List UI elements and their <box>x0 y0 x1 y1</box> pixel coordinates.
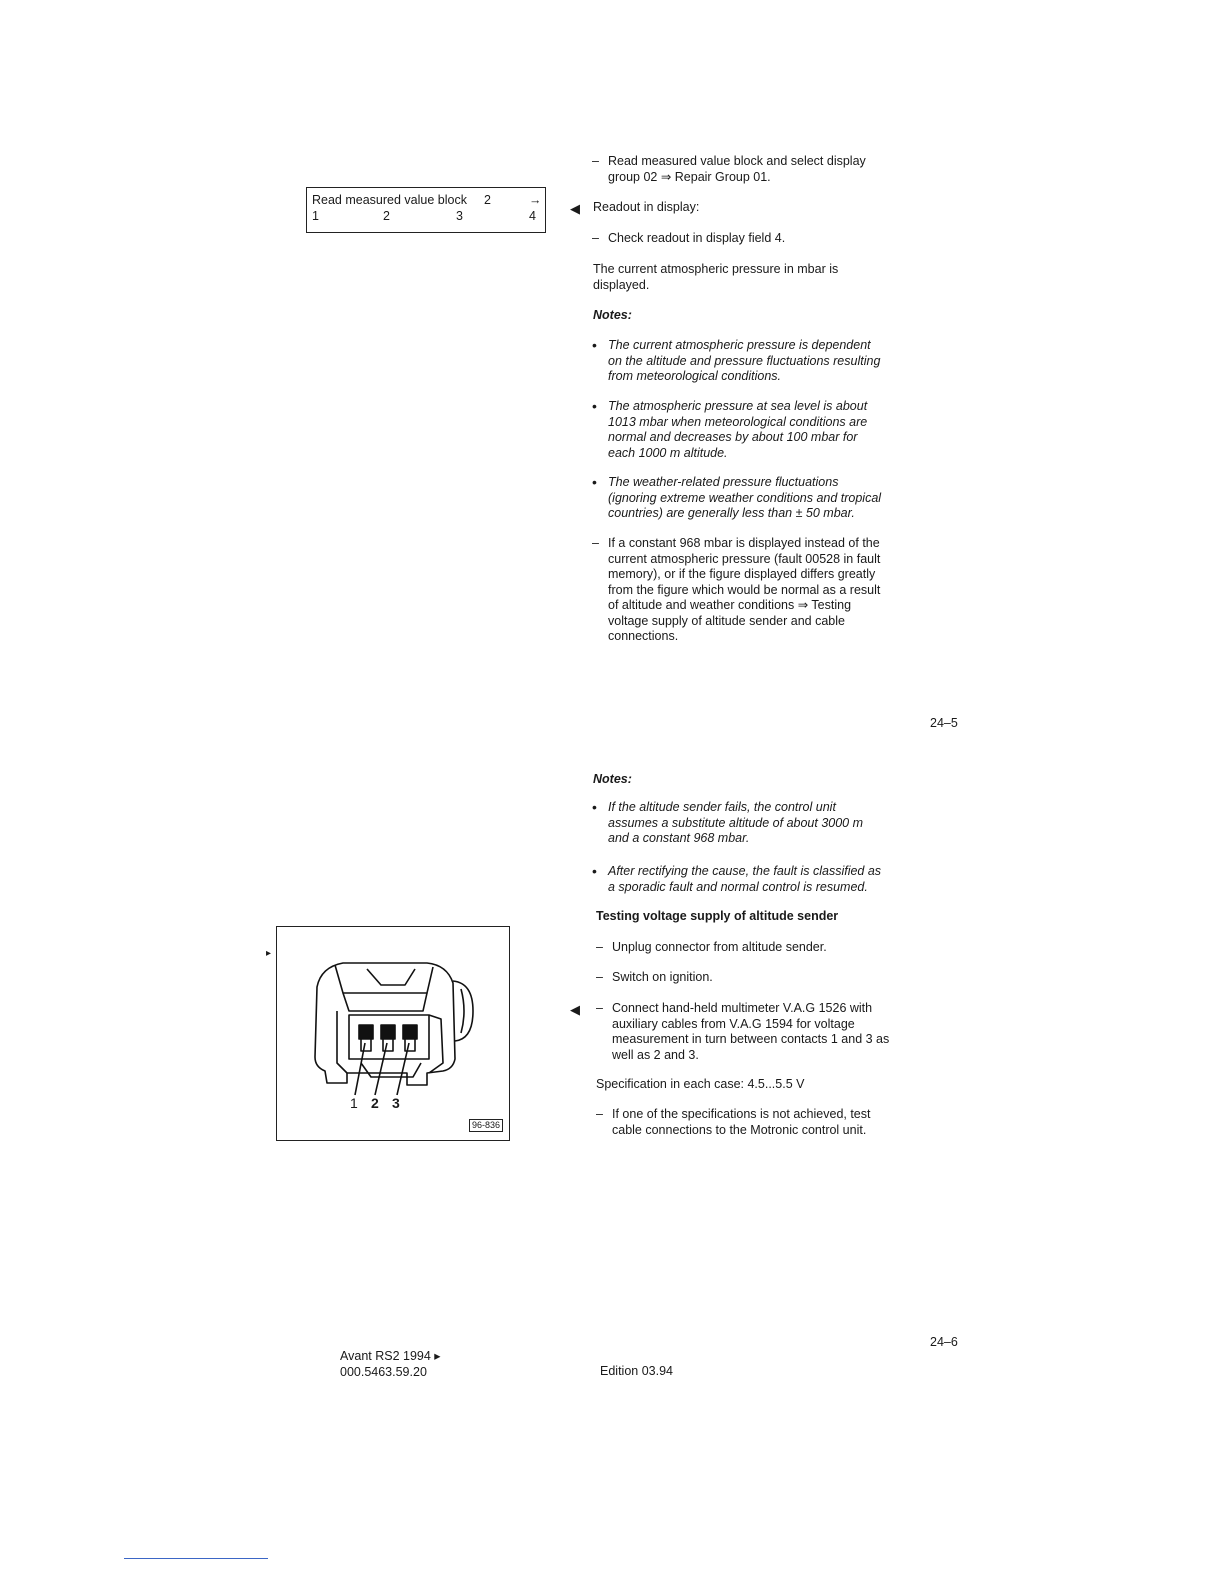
note-item: • After rectifying the cause, the fault is classified as a sporadic fault and normal control is resumed. <box>592 864 886 895</box>
display-group: 2 <box>484 193 491 207</box>
step-ignition: – Switch on ignition. <box>596 970 890 986</box>
step-read-block: – Read measured value block and select display group 02 ⇒ Repair Group 01. <box>592 154 886 185</box>
step-constant-968: – If a constant 968 mbar is displayed instead of the current atmospheric pressure (fault 00528 in fault memory), or if the figure displayed differs greatly from the figure which would be normal as a result of altitude and weather conditions ⇒ Testing voltage supply of altitude sender and cable connections. <box>592 536 886 645</box>
readout-label: Readout in display: <box>593 200 700 214</box>
step-unplug: – Unplug connector from altitude sender. <box>596 940 890 956</box>
display-arrow: → <box>529 193 542 207</box>
display-field-3: 3 <box>456 209 463 223</box>
page-number-24-5: 24–5 <box>930 716 958 730</box>
footer-model: Avant RS2 1994 ▸ <box>340 1349 441 1363</box>
display-title: Read measured value block <box>312 193 467 207</box>
bottom-divider <box>124 1558 268 1559</box>
connector-figure <box>276 926 510 1141</box>
pointer-arrow-icon: ▸ <box>266 948 272 959</box>
note-item: • The atmospheric pressure at sea level is about 1013 mbar when meteorological conditions are normal and decreases by about 100 mbar for each 1000 m altitude. <box>592 399 886 461</box>
step-not-achieved: – If one of the specifications is not achieved, test cable connections to the Motronic control unit. <box>596 1107 890 1138</box>
pointer-arrow-icon: ◀ <box>570 1002 580 1017</box>
display-field-2: 2 <box>383 209 390 223</box>
section-heading: Testing voltage supply of altitude sender <box>596 909 839 923</box>
contact-label-2: 2 <box>371 1095 379 1111</box>
contact-label-1: 1 <box>350 1095 358 1111</box>
display-field-4: 4 <box>529 209 536 223</box>
figure-tag: 96-836 <box>469 1119 503 1132</box>
footer-code: 000.5463.59.20 <box>340 1365 427 1379</box>
footer-edition: Edition 03.94 <box>600 1364 673 1378</box>
page-number-24-6: 24–6 <box>930 1335 958 1349</box>
pointer-arrow-icon: ◀ <box>570 201 580 216</box>
step-connect-multimeter: – Connect hand-held multimeter V.A.G 1526 with auxiliary cables from V.A.G 1594 for voltage measurement in turn between contacts 1 and 3 as well as 2 and 3. <box>596 1001 890 1063</box>
display-readout-box <box>306 187 546 233</box>
note-item: • The current atmospheric pressure is dependent on the altitude and pressure fluctuations resulting from meteorological conditions. <box>592 338 886 385</box>
step-check-field: – Check readout in display field 4. <box>592 231 886 247</box>
notes-heading-1: Notes: <box>593 308 632 322</box>
specification: Specification in each case: 4.5...5.5 V <box>596 1077 805 1091</box>
contact-label-3: 3 <box>392 1095 400 1111</box>
notes-heading-2: Notes: <box>593 772 632 786</box>
display-field-1: 1 <box>312 209 319 223</box>
pressure-text: The current atmospheric pressure in mbar is displayed. <box>593 262 839 292</box>
note-item: • If the altitude sender fails, the control unit assumes a substitute altitude of about 3000 m and a constant 968 mbar. <box>592 800 886 847</box>
note-item: • The weather-related pressure fluctuations (ignoring extreme weather conditions and tropical countries) are generally less than ± 50 mbar. <box>592 475 886 522</box>
